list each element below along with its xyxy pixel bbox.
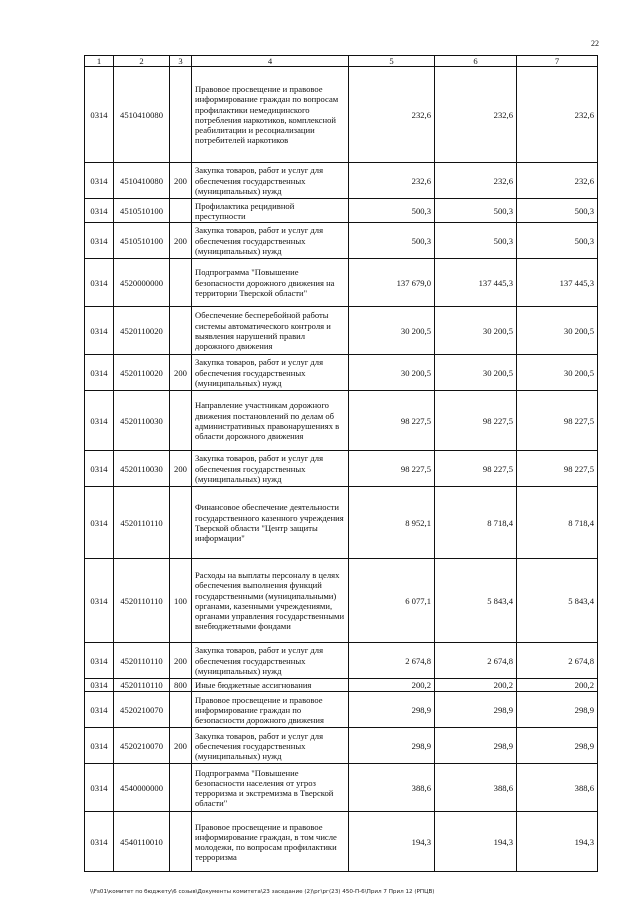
column-header: 6	[435, 56, 517, 67]
table-cell-c7: 194,3	[517, 812, 598, 872]
table-cell-c7: 298,9	[517, 728, 598, 764]
table-cell-c1: 0314	[85, 307, 114, 355]
table-cell-c7: 98 227,5	[517, 451, 598, 487]
table-cell-c7: 137 445,3	[517, 259, 598, 307]
table-cell-c7: 5 843,4	[517, 559, 598, 643]
table-cell-c2: 4540110010	[114, 812, 170, 872]
table-cell-c2: 4520210070	[114, 728, 170, 764]
table-cell-c1: 0314	[85, 559, 114, 643]
table-cell-c2: 4520110030	[114, 391, 170, 451]
table-row	[85, 643, 598, 679]
table-cell-c3	[170, 764, 192, 812]
table-cell-c4: Правовое просвещение и правовое информирование граждан по вопросам профилактики немедицинского потребления наркотиков, комплексной реабилитации и ресоциализации потребителей наркотиков	[192, 67, 349, 163]
column-header: 5	[349, 56, 435, 67]
table-cell-c7: 200,2	[517, 679, 598, 692]
table-row	[85, 692, 598, 728]
table-cell-c2: 4510510100	[114, 199, 170, 223]
table-row	[85, 163, 598, 199]
table-cell-c1: 0314	[85, 812, 114, 872]
table-cell-c5: 298,9	[349, 728, 435, 764]
table-cell-c4: Направление участникам дорожного движения постановлений по делам об административных правонарушениях в области дорожного движения	[192, 391, 349, 451]
table-cell-c7: 388,6	[517, 764, 598, 812]
table-cell-c6: 98 227,5	[435, 391, 517, 451]
table-cell-c2: 4520110020	[114, 355, 170, 391]
table-cell-c2: 4510410080	[114, 67, 170, 163]
table-row	[85, 67, 598, 163]
table-cell-c4: Обеспечение бесперебойной работы системы автоматического контроля и выявления нарушений правил дорожного движения	[192, 307, 349, 355]
table-cell-c7: 232,6	[517, 67, 598, 163]
table-cell-c4: Правовое просвещение и правовое информирование граждан по безопасности дорожного движения	[192, 692, 349, 728]
table-cell-c2: 4510410080	[114, 163, 170, 199]
table-cell-c4: Закупка товаров, работ и услуг для обеспечения государственных (муниципальных) нужд	[192, 223, 349, 259]
table-cell-c1: 0314	[85, 223, 114, 259]
table-row	[85, 307, 598, 355]
table-row	[85, 764, 598, 812]
table-cell-c1: 0314	[85, 355, 114, 391]
table-cell-c3: 200	[170, 643, 192, 679]
table-cell-c5: 6 077,1	[349, 559, 435, 643]
table-row	[85, 487, 598, 559]
table-cell-c2: 4540000000	[114, 764, 170, 812]
table-cell-c1: 0314	[85, 728, 114, 764]
table-cell-c2: 4520110030	[114, 451, 170, 487]
table-cell-c5: 8 952,1	[349, 487, 435, 559]
table-row	[85, 679, 598, 692]
table-cell-c6: 194,3	[435, 812, 517, 872]
table-cell-c2: 4520000000	[114, 259, 170, 307]
table-cell-c1: 0314	[85, 679, 114, 692]
column-header: 7	[517, 56, 598, 67]
table-cell-c1: 0314	[85, 199, 114, 223]
table-cell-c4: Иные бюджетные ассигнования	[192, 679, 349, 692]
table-cell-c3: 200	[170, 451, 192, 487]
table-cell-c5: 98 227,5	[349, 451, 435, 487]
table-cell-c4: Финансовое обеспечение деятельности государственного казенного учреждения Тверской области "Центр защиты информации"	[192, 487, 349, 559]
table-cell-c3	[170, 391, 192, 451]
table-cell-c7: 500,3	[517, 223, 598, 259]
file-path-footer: \\Fs01\комитет по бюджету\6 созыв\Документы комитета\23 заседание (2)\рг\рг(23) 450-П-6\Прил 7 Прил 12 (РПЦВ)	[90, 889, 435, 895]
table-cell-c6: 232,6	[435, 163, 517, 199]
column-header: 3	[170, 56, 192, 67]
table-cell-c2: 4520110020	[114, 307, 170, 355]
table-cell-c7: 2 674,8	[517, 643, 598, 679]
table-cell-c6: 500,3	[435, 223, 517, 259]
table-cell-c7: 232,6	[517, 163, 598, 199]
table-cell-c6: 30 200,5	[435, 307, 517, 355]
table-cell-c5: 232,6	[349, 163, 435, 199]
table-cell-c2: 4520110110	[114, 679, 170, 692]
table-cell-c7: 500,3	[517, 199, 598, 223]
table-body	[85, 67, 598, 872]
table-cell-c2: 4520210070	[114, 692, 170, 728]
column-header: 2	[114, 56, 170, 67]
table-cell-c6: 200,2	[435, 679, 517, 692]
table-cell-c7: 30 200,5	[517, 355, 598, 391]
table-cell-c3	[170, 692, 192, 728]
table-cell-c4: Профилактика рецидивной преступности	[192, 199, 349, 223]
table-cell-c4: Закупка товаров, работ и услуг для обеспечения государственных (муниципальных) нужд	[192, 728, 349, 764]
table-cell-c5: 137 679,0	[349, 259, 435, 307]
table-cell-c4: Закупка товаров, работ и услуг для обеспечения государственных (муниципальных) нужд	[192, 355, 349, 391]
table-cell-c4: Подпрограмма "Повышение безопасности дорожного движения на территории Тверской области"	[192, 259, 349, 307]
column-header: 4	[192, 56, 349, 67]
table-cell-c5: 98 227,5	[349, 391, 435, 451]
table-cell-c1: 0314	[85, 643, 114, 679]
table-cell-c2: 4520110110	[114, 643, 170, 679]
table-cell-c3: 200	[170, 728, 192, 764]
table-cell-c1: 0314	[85, 163, 114, 199]
table-cell-c4: Закупка товаров, работ и услуг для обеспечения государственных (муниципальных) нужд	[192, 451, 349, 487]
table-cell-c3	[170, 259, 192, 307]
column-header: 1	[85, 56, 114, 67]
table-cell-c6: 388,6	[435, 764, 517, 812]
budget-table	[84, 55, 598, 872]
table-row	[85, 199, 598, 223]
table-row	[85, 559, 598, 643]
table-cell-c6: 298,9	[435, 728, 517, 764]
table-cell-c5: 30 200,5	[349, 307, 435, 355]
page-number: 22	[591, 39, 599, 48]
table-cell-c1: 0314	[85, 391, 114, 451]
table-cell-c1: 0314	[85, 487, 114, 559]
table-cell-c4: Расходы на выплаты персоналу в целях обеспечения выполнения функций государственными (муниципальными) органами, казенными учреждениями, органами управления государственными внебюджетными фондами	[192, 559, 349, 643]
table-cell-c7: 98 227,5	[517, 391, 598, 451]
table-row	[85, 728, 598, 764]
table-cell-c1: 0314	[85, 67, 114, 163]
table-cell-c3: 200	[170, 223, 192, 259]
table-cell-c5: 232,6	[349, 67, 435, 163]
table-cell-c3: 800	[170, 679, 192, 692]
table-cell-c3: 200	[170, 163, 192, 199]
table-cell-c1: 0314	[85, 692, 114, 728]
table-cell-c2: 4520110110	[114, 559, 170, 643]
table-cell-c7: 8 718,4	[517, 487, 598, 559]
table-cell-c5: 500,3	[349, 199, 435, 223]
table-cell-c2: 4510510100	[114, 223, 170, 259]
table-cell-c6: 137 445,3	[435, 259, 517, 307]
table-cell-c5: 30 200,5	[349, 355, 435, 391]
table-cell-c3: 200	[170, 355, 192, 391]
table-cell-c1: 0314	[85, 764, 114, 812]
table-cell-c5: 388,6	[349, 764, 435, 812]
table-cell-c5: 500,3	[349, 223, 435, 259]
table-row	[85, 355, 598, 391]
table-cell-c4: Подпрограмма "Повышение безопасности населения от угроз терроризма и экстремизма в Тверской области"	[192, 764, 349, 812]
table-cell-c6: 8 718,4	[435, 487, 517, 559]
table-cell-c3	[170, 67, 192, 163]
table-cell-c3	[170, 307, 192, 355]
table-cell-c3	[170, 199, 192, 223]
table-header-row	[85, 56, 598, 67]
table-cell-c4: Закупка товаров, работ и услуг для обеспечения государственных (муниципальных) нужд	[192, 163, 349, 199]
table-cell-c3: 100	[170, 559, 192, 643]
table-cell-c2: 4520110110	[114, 487, 170, 559]
table-cell-c1: 0314	[85, 451, 114, 487]
table-cell-c6: 98 227,5	[435, 451, 517, 487]
table-cell-c6: 232,6	[435, 67, 517, 163]
table-cell-c6: 500,3	[435, 199, 517, 223]
table-cell-c1: 0314	[85, 259, 114, 307]
table-row	[85, 391, 598, 451]
table-cell-c5: 2 674,8	[349, 643, 435, 679]
table-cell-c6: 298,9	[435, 692, 517, 728]
table-cell-c6: 5 843,4	[435, 559, 517, 643]
table-cell-c7: 30 200,5	[517, 307, 598, 355]
table-cell-c5: 298,9	[349, 692, 435, 728]
table-cell-c6: 2 674,8	[435, 643, 517, 679]
table-cell-c3	[170, 487, 192, 559]
table-cell-c3	[170, 812, 192, 872]
table-cell-c6: 30 200,5	[435, 355, 517, 391]
table-cell-c5: 194,3	[349, 812, 435, 872]
table-row	[85, 259, 598, 307]
table-cell-c4: Закупка товаров, работ и услуг для обеспечения государственных (муниципальных) нужд	[192, 643, 349, 679]
table-cell-c4: Правовое просвещение и правовое информирование граждан, в том числе молодежи, по вопросам профилактики терроризма	[192, 812, 349, 872]
table-cell-c7: 298,9	[517, 692, 598, 728]
table-row	[85, 451, 598, 487]
table-cell-c5: 200,2	[349, 679, 435, 692]
table-row	[85, 223, 598, 259]
table-row	[85, 812, 598, 872]
